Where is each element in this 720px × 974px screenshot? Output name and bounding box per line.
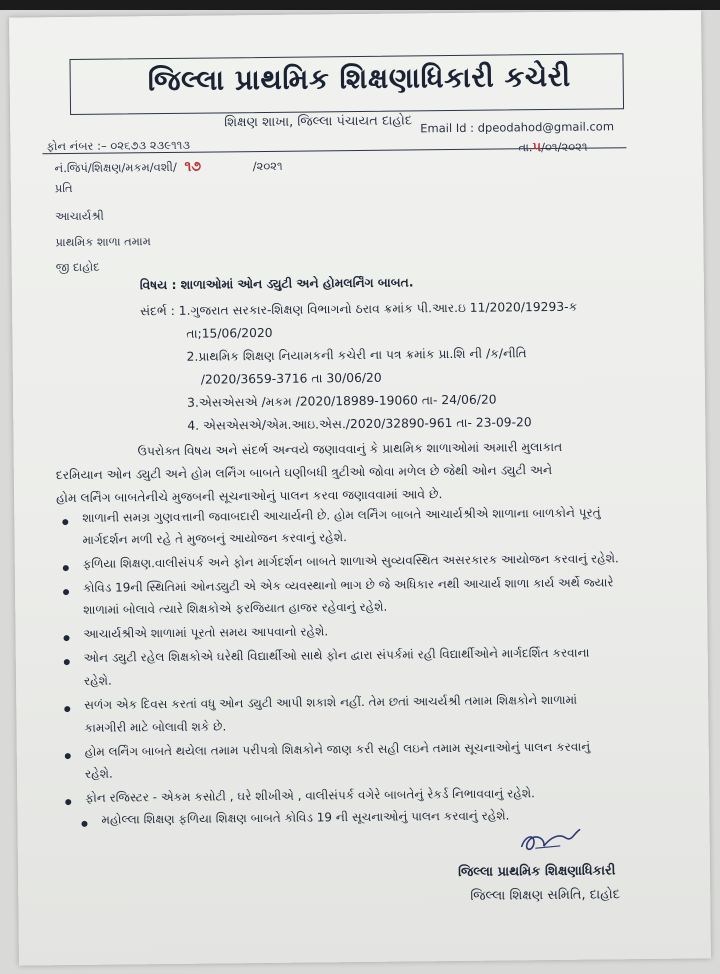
bullet-text: સળંગ એક દિવસ કરતાં વધુ ઓન ડ્યુટી આપી શકાશે નહીં. તેમ છતાં આચર્યશ્રી તમામ શિક્ષકોને શાળામાં bbox=[84, 692, 578, 712]
bullet-dot bbox=[65, 753, 71, 759]
photo-top-border bbox=[0, 0, 720, 10]
bullet-text: હોમ લર્નિંગ બાબતે થયેલા તમામ પરીપત્રો શિક્ષકોને જાણ કરી સહી લઇને તમામ સૂચનાઓનું પાલન કરવાનું bbox=[84, 739, 591, 759]
signatory-designation: જિલ્લા પ્રાથમિક શિક્ષણાધિકારી bbox=[457, 863, 616, 880]
bullet-dot bbox=[62, 519, 68, 525]
reference-item: સંદર્ભ : 1.ગુજરાત સરકાર-શિક્ષણ વિભાગનો ઠરાવ ક્રમાંક પી.આર.ઇ 11/2020/19293-ક bbox=[140, 299, 578, 319]
bullet-text: રહેશે. bbox=[84, 766, 113, 781]
bullet-text: કામગીરી માટે બોલાવી શકે છે. bbox=[84, 719, 227, 735]
reference-number-label: નં.જિપં/શિક્ષણ/મકમ/વશી/ bbox=[54, 159, 177, 176]
bullet-text: માર્ગદર્શન મળી રહે તે મુજબનું આયોજન કરવાનું રહેશે. bbox=[82, 530, 347, 547]
bullet-dot bbox=[64, 706, 70, 712]
phone-number: ફોન નંબર :– ૦૨૬૭૩ ૨૩૯૧૧૩ bbox=[46, 137, 191, 154]
reference-number-handwritten: ૧૭ bbox=[184, 158, 202, 175]
bullet-text: મહોલ્લા શિક્ષણ ફળિયા શિક્ષણ બાબતે કોવિડ 19 ની સૂચનાઓનું પાલન કરવાનું રહેશે. bbox=[101, 808, 510, 827]
bullet-dot bbox=[64, 659, 70, 665]
date-prefix: તા. bbox=[518, 140, 533, 155]
letter-date bbox=[518, 140, 587, 156]
date-handwritten: ૫ bbox=[532, 140, 542, 156]
bullet-text: ફળિયા શિક્ષણ.વાલીસંપર્ક અને ફોન માર્ગદર્શન બાબતે શાળાએ સુવ્યવસ્થિત અસરકારક આયોજન કરવાનું રહેશે. bbox=[82, 551, 619, 571]
date-rest: /૦૧/૨૦૨૧ bbox=[541, 139, 588, 155]
bullet-dot bbox=[63, 565, 69, 571]
bullet-text: ફોન રજિસ્ટર - એકમ કસોટી , ઘરે શીખીએ , વાલીસંપર્ક વગેરે બાબતેનું રેકર્ડ નિભાવવાનું રહેશે. bbox=[85, 786, 535, 805]
office-title: જિલ્લા પ્રાથમિક શિક્ષણાધિકારી કચેરી bbox=[147, 59, 571, 98]
reference-item: 2.પ્રાથમિક શિક્ષણ નિયામકની કચેરી ના પત્ર ક્રમાંક પ્રા.શિ ની /ક/નીતિ bbox=[186, 346, 527, 364]
bullet-text: ઓન ડ્યુટી રહેલ શિક્ષકોએ ઘરેથી વિદ્યાર્થીઓ સાથે ફોન દ્વારા સંપર્કમાં રહી વિદ્યાર્થીઓને માર્ગદર્શિત કરવાના bbox=[83, 645, 590, 665]
reference-item: /2020/3659-3716 તા 30/06/20 bbox=[200, 370, 382, 387]
recipient-line-4: જી દાહોદ bbox=[55, 259, 100, 275]
intro-line: ઉપરોક્ત વિષય અને સંદર્ભ અન્વયે જણાવવાનું કે પ્રાથમિક શાળાઓમાં અમારી મુલાકાત bbox=[137, 439, 563, 459]
signatory-office: જિલ્લા શિક્ષણ સમિતિ, દાહોદ bbox=[470, 887, 621, 904]
bullet-text: શાળામાં બોલાવે ત્યારે શિક્ષકોએ ફરજિયાત હાજર રહેવાનું રહેશે. bbox=[83, 599, 388, 617]
letter-paper bbox=[9, 10, 711, 965]
bullet-dot bbox=[81, 821, 87, 827]
bullet-dot bbox=[64, 635, 70, 641]
branch-line: શિક્ષણ શાખા, જિલ્લા પંચાયત દાહોદ bbox=[224, 113, 413, 131]
reference-year: /૨૦૨૧ bbox=[252, 158, 283, 174]
intro-line: દરમિયાન ઓન ડ્યુટી અને હોમ લર્નિંગ બાબતે ઘણીબધી ત્રુટીઓ જોવા મળેલ છે જેથી ઓન ડ્યુટી અને bbox=[55, 462, 553, 483]
recipient-line-1: પ્રતિ bbox=[54, 180, 73, 196]
reference-number bbox=[55, 158, 283, 176]
recipient-line-2: આચાર્યશ્રી bbox=[55, 208, 104, 224]
bullet-text: રહેશે. bbox=[83, 673, 112, 688]
bullet-text: શાળાની સમગ્ર ગુણવત્તાની જવાબદારી આચાર્યની છે. હોમ લર્નિંગ બાબતે આચાર્યશ્રીએ શાળાના બાળકોને પૂરતું bbox=[82, 505, 601, 525]
bullet-text: કોવિડ 19ની સ્થિતિમાં ઓનડ્યુટી એ એક વ્યવસ્થાનો ભાગ છે જે અધિકાર નથી આચાર્ય શાળા કાર્ય અર્થે જ્યારે bbox=[82, 575, 614, 595]
reference-item: 3.એસએસએ /મકમ /2020/18989-19060 તા- 24/06/20 bbox=[187, 392, 497, 410]
reference-item: 4. એસએસએ/એમ.આઇ.એસ./2020/32890-961 તા- 23-09-20 bbox=[187, 415, 532, 433]
bullet-dot bbox=[65, 799, 71, 805]
email-id: Email Id : dpeodahod@gmail.com bbox=[420, 119, 615, 136]
bullet-text: આચાર્યશ્રીએ શાળામાં પૂરતો સમય આપવાનો રહેશે. bbox=[83, 624, 329, 641]
intro-line: હોમ લર્નિંગ બાબતેનીચે મુજબની સૂચનાઓનું પાલન કરવા જણાવવામાં આવે છે. bbox=[56, 487, 443, 506]
reference-item: તા;15/06/2020 bbox=[186, 325, 273, 341]
bullet-dot bbox=[63, 589, 69, 595]
subject-line: વિષય : શાળાઓમાં ઓન ડ્યુટી અને હોમલર્નિંગ બાબત. bbox=[139, 275, 414, 293]
recipient-line-3: પ્રાથમિક શાળા તમામ bbox=[55, 234, 151, 250]
signature-scribble bbox=[516, 824, 586, 859]
